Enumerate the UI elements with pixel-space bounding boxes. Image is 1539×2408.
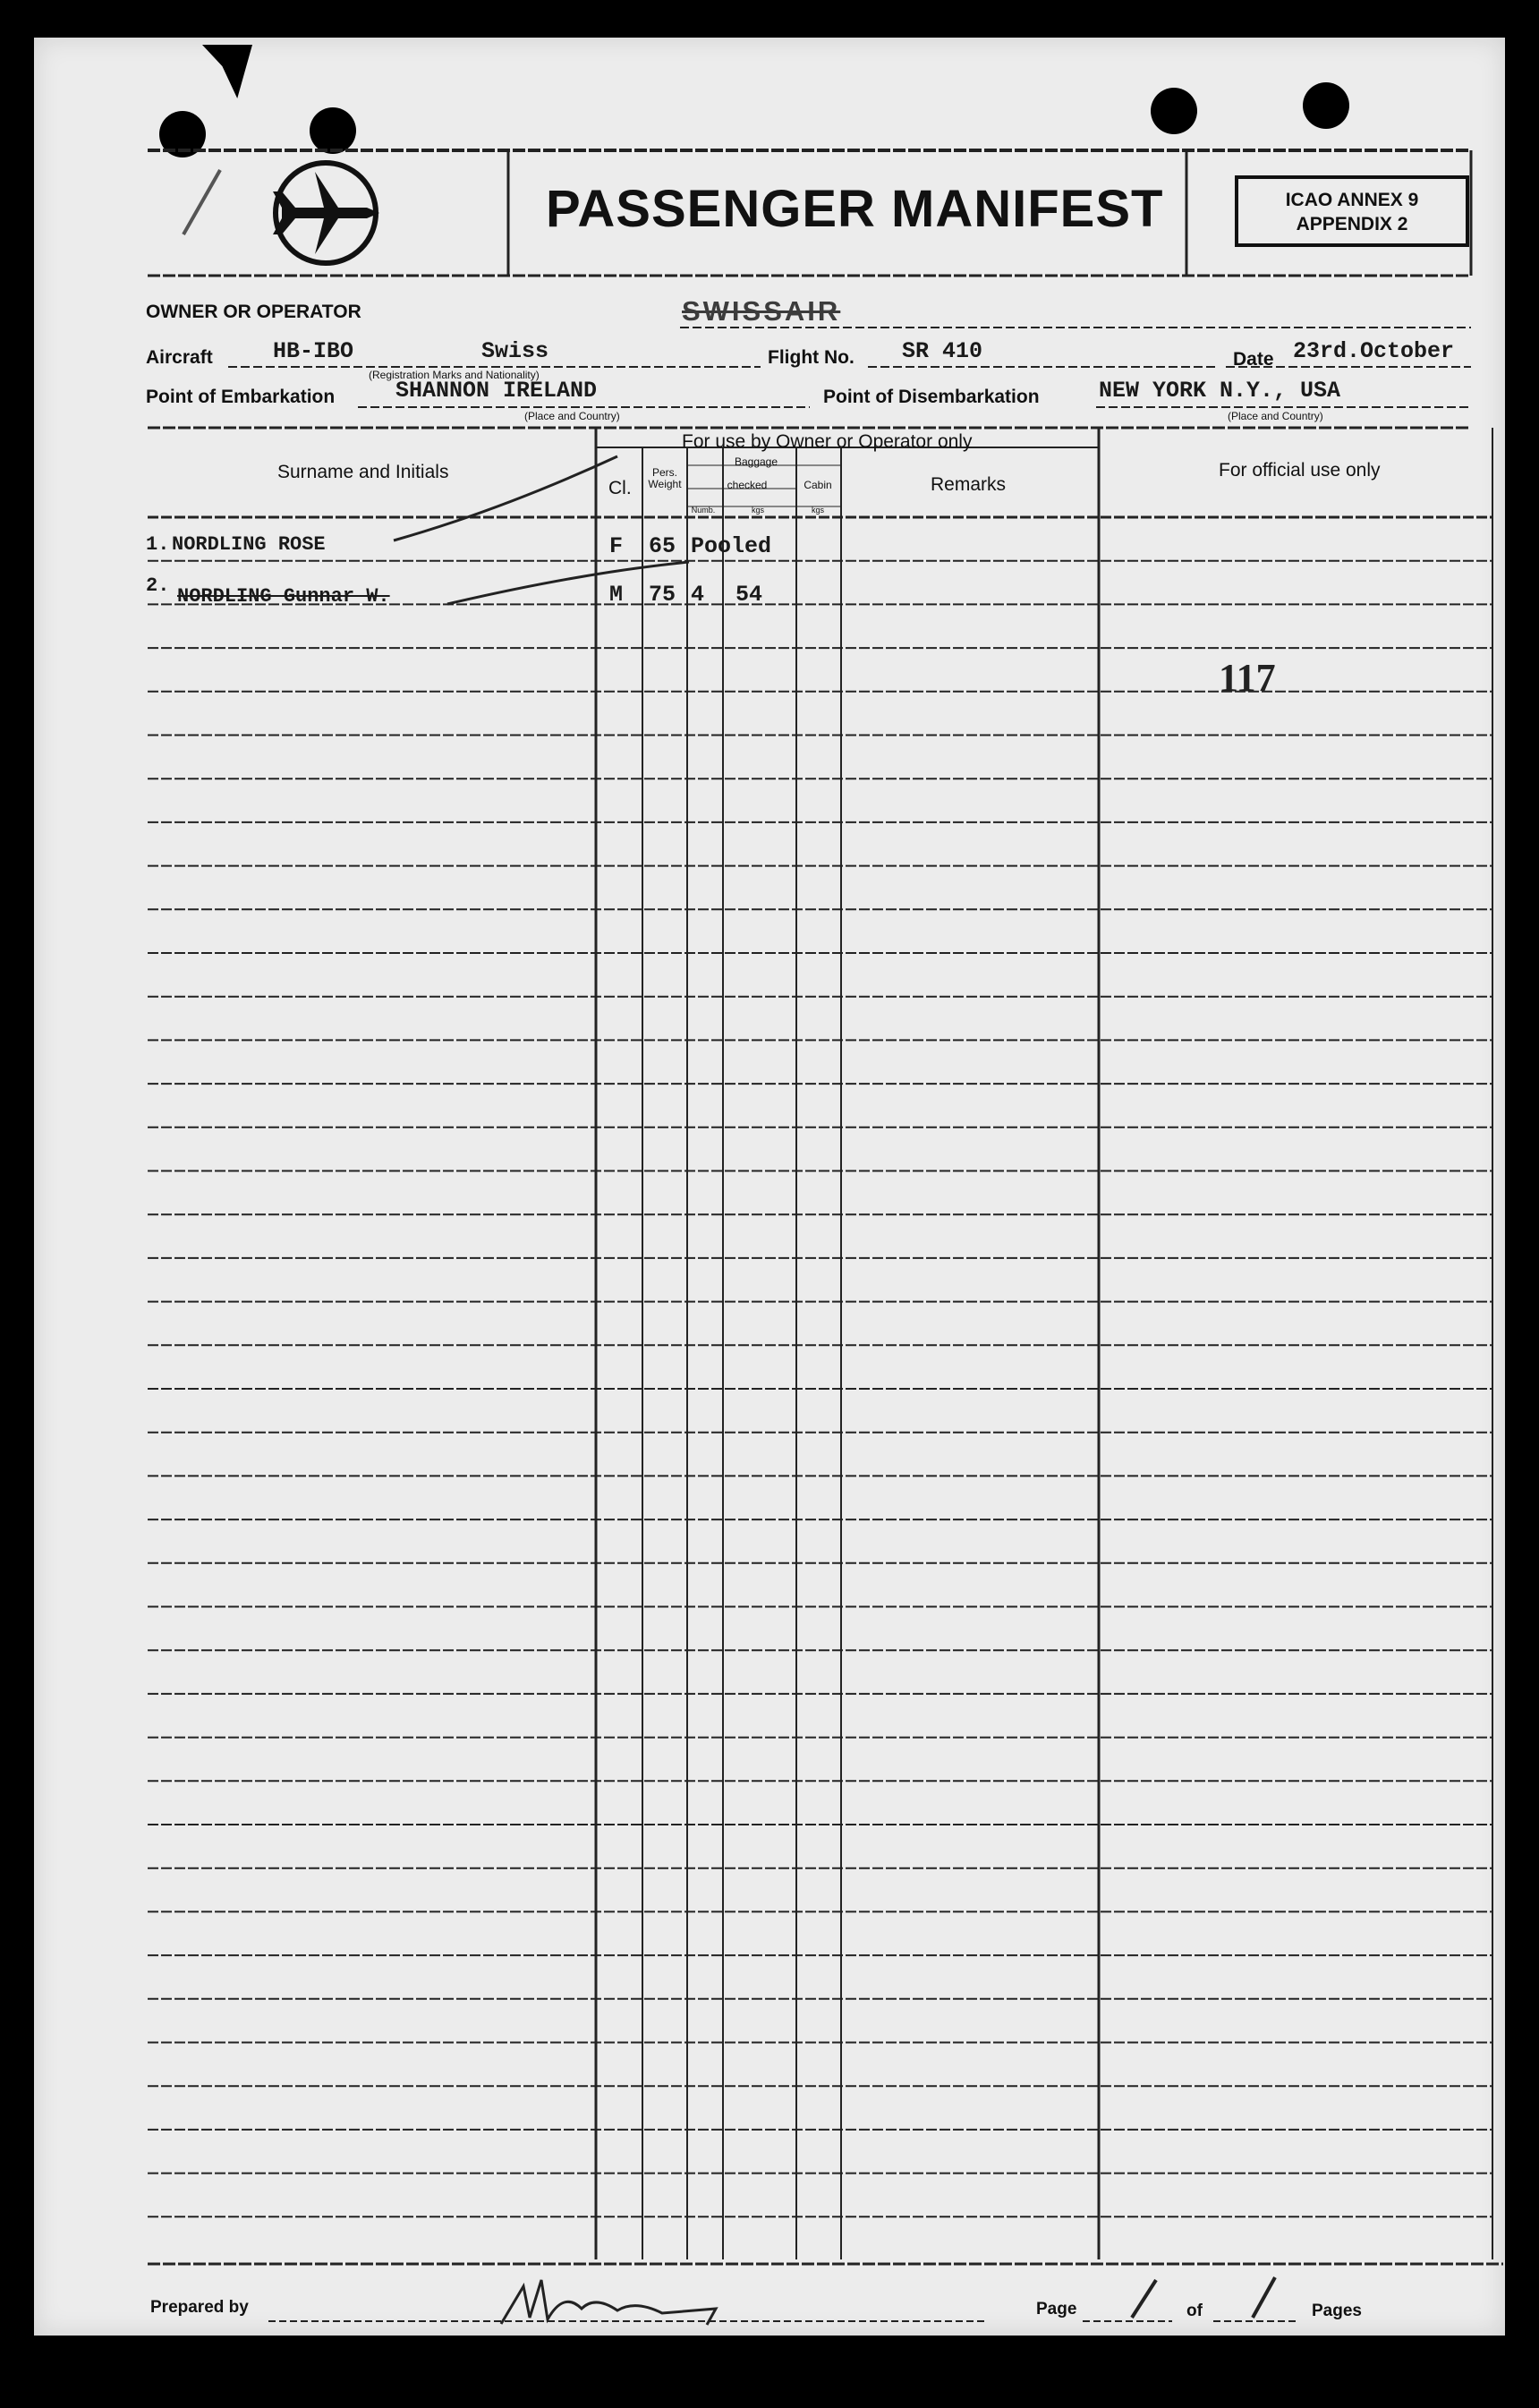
checked-header: checked: [727, 479, 768, 491]
row-number: 1.: [146, 533, 170, 556]
prepared-by-label: Prepared by: [150, 2298, 249, 2317]
flight-number: SR 410: [902, 338, 983, 364]
icao-line-1: ICAO ANNEX 9: [1285, 190, 1419, 210]
airplane-logo: [273, 163, 379, 263]
owner-label: OWNER OR OPERATOR: [146, 302, 361, 322]
page-total: [1262, 2291, 1263, 2292]
owner-use-header: For use by Owner or Operator only: [682, 431, 973, 452]
baggage-header: Baggage: [734, 455, 778, 468]
aircraft-nationality: Swiss: [481, 338, 549, 364]
embarkation-note: (Place and Country): [524, 410, 620, 422]
date-value: 23rd.October: [1293, 338, 1455, 364]
icao-reference-box: [1235, 175, 1469, 247]
of-label: of: [1186, 2302, 1203, 2320]
disembarkation-value: NEW YORK N.Y., USA: [1099, 378, 1341, 404]
official-use-header: For official use only: [1219, 460, 1381, 481]
kgs-header: kgs: [751, 506, 764, 515]
official-mark: 117: [1219, 656, 1276, 700]
flight-label: Flight No.: [768, 347, 855, 368]
disembarkation-label: Point of Disembarkation: [823, 387, 1040, 407]
date-label: Date: [1233, 349, 1274, 370]
pages-label: Pages: [1312, 2302, 1362, 2320]
aircraft-label: Aircraft: [146, 347, 213, 368]
baggage-kgs: 54: [735, 582, 763, 608]
remarks-header: Remarks: [931, 474, 1007, 495]
passenger-weight: 75: [649, 582, 676, 608]
form-title: PASSENGER MANIFEST: [546, 180, 1164, 238]
baggage-pieces: 4: [691, 582, 705, 608]
disembarkation-note: (Place and Country): [1228, 410, 1323, 422]
numb-header: Numb.: [691, 506, 716, 515]
page-label: Page: [1036, 2300, 1077, 2319]
cabin-header: Cabin: [804, 479, 832, 491]
baggage-pieces: Pooled: [691, 533, 772, 559]
cabin-kgs-header: kgs: [811, 506, 824, 515]
embarkation-value: SHANNON IRELAND: [395, 378, 598, 404]
passenger-class: M: [609, 582, 624, 608]
signature: [501, 2280, 716, 2325]
embarkation-label: Point of Embarkation: [146, 387, 336, 407]
aircraft-registration: HB-IBO: [273, 338, 354, 364]
surname-header: Surname and Initials: [277, 462, 449, 482]
passenger-name: NORDLING Gunnar W.: [177, 585, 390, 608]
class-header: Cl.: [608, 478, 632, 498]
row-number: 2.: [146, 574, 170, 597]
pers-weight-header: Pers. Weight: [648, 466, 682, 490]
passenger-name: NORDLING ROSE: [172, 533, 326, 556]
icao-line-2: APPENDIX 2: [1296, 214, 1408, 234]
passenger-weight: 65: [649, 533, 676, 559]
passenger-class: F: [609, 533, 624, 559]
owner-value: SWISSAIR: [682, 295, 841, 327]
page-number: [1141, 2291, 1142, 2292]
registration-note: (Registration Marks and Nationality): [369, 369, 540, 381]
